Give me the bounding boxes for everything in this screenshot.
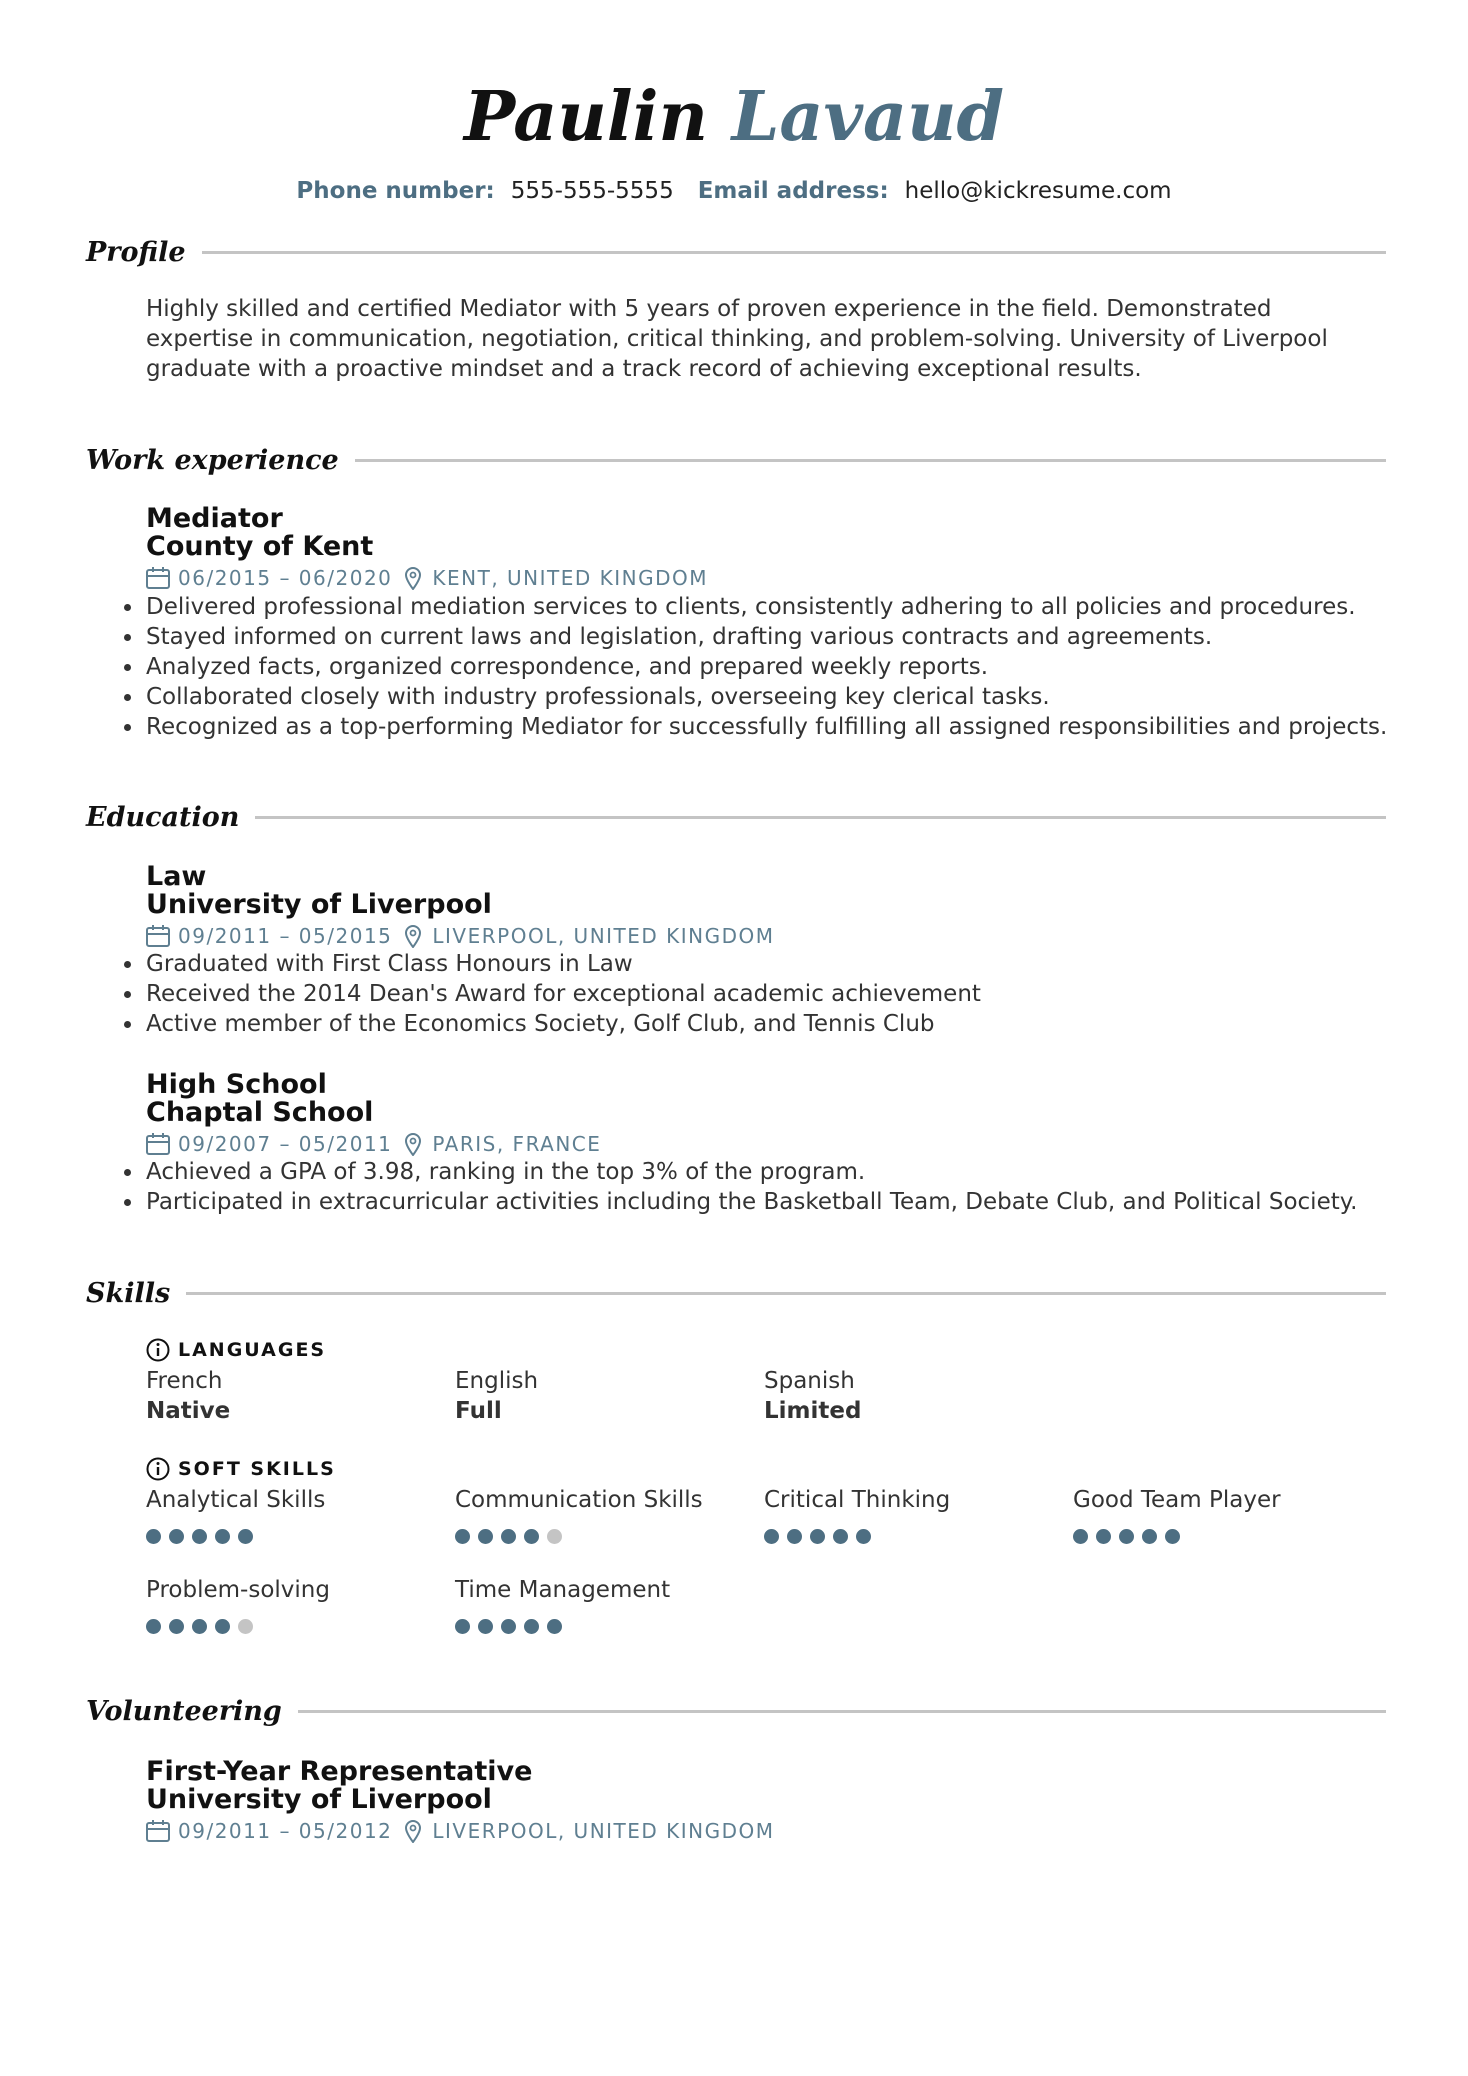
rating-dot-filled (501, 1619, 516, 1634)
rating-dot-filled (169, 1619, 184, 1634)
rating-dot-empty (547, 1529, 562, 1544)
language-item (146, 1366, 446, 1426)
languages-label: LANGUAGES (178, 1339, 327, 1361)
skill-item (455, 1575, 755, 1634)
rating-dot-filled (1142, 1529, 1157, 1544)
education-meta (146, 1131, 601, 1157)
skill-item (764, 1485, 1064, 1544)
list-item: Collaborated closely with industry professionals, overseeing key clerical tasks. (146, 682, 1366, 712)
location-pin-icon (404, 566, 422, 590)
rating-dot-filled (169, 1529, 184, 1544)
list-item: Graduated with First Class Honours in Law (146, 949, 1366, 979)
skill-rating (455, 1529, 755, 1544)
volunteering-section-header (86, 1691, 1386, 1731)
skill-item (146, 1575, 446, 1634)
rating-dot-filled (478, 1619, 493, 1634)
rating-dot-filled (856, 1529, 871, 1544)
section-divider (298, 1710, 1386, 1713)
language-name: Spanish (764, 1368, 855, 1394)
contact-line (0, 174, 1468, 208)
school-name: Chaptal School (146, 1097, 374, 1128)
job-organization: County of Kent (146, 531, 374, 562)
profile-summary: Highly skilled and certified Mediator with 5 years of proven experience in the field. Demonstrated expertise in communication, negotiation, critical thinking, and problem-solving. University of Liverpool graduate with a proactive mindset and a track record of achieving exceptional results. (146, 296, 1328, 382)
language-item (764, 1366, 1064, 1426)
job-meta (146, 565, 708, 591)
email-value: hello@kickresume.com (904, 178, 1172, 204)
language-level: Limited (764, 1398, 862, 1424)
rating-dot-filled (478, 1529, 493, 1544)
skills-section-header (86, 1273, 1386, 1313)
language-level: Native (146, 1398, 231, 1424)
rating-dot-empty (238, 1619, 253, 1634)
skill-rating (1073, 1529, 1373, 1544)
language-level: Full (455, 1398, 502, 1424)
rating-dot-filled (215, 1619, 230, 1634)
education-location: LIVERPOOL, UNITED KINGDOM (432, 924, 775, 948)
email-label: Email address: (697, 178, 889, 204)
volunteer-meta (146, 1818, 775, 1844)
calendar-icon (146, 567, 170, 589)
rating-dot-filled (547, 1619, 562, 1634)
section-divider (202, 251, 1386, 254)
rating-dot-filled (146, 1619, 161, 1634)
rating-dot-filled (810, 1529, 825, 1544)
volunteer-organization: University of Liverpool (146, 1784, 492, 1815)
calendar-icon (146, 1133, 170, 1155)
volunteer-location: LIVERPOOL, UNITED KINGDOM (432, 1819, 775, 1843)
rating-dot-filled (833, 1529, 848, 1544)
skill-item (146, 1485, 446, 1544)
rating-dot-filled (192, 1529, 207, 1544)
degree-title: High School (146, 1069, 327, 1100)
rating-dot-filled (455, 1619, 470, 1634)
first-name: Paulin (463, 77, 708, 157)
skill-item (455, 1485, 755, 1544)
skill-name: Time Management (455, 1577, 671, 1603)
skill-name: Communication Skills (455, 1487, 703, 1513)
rating-dot-filled (192, 1619, 207, 1634)
location-pin-icon (404, 924, 422, 948)
list-item: Participated in extracurricular activities including the Basketball Team, Debate Club, and Political Society. (146, 1187, 1366, 1217)
rating-dot-filled (501, 1529, 516, 1544)
rating-dot-filled (146, 1529, 161, 1544)
education-meta (146, 923, 775, 949)
rating-dot-filled (1096, 1529, 1111, 1544)
soft-skills-label: SOFT SKILLS (178, 1458, 336, 1480)
skill-rating (146, 1619, 446, 1634)
soft-skills-heading (146, 1455, 336, 1483)
location-pin-icon (404, 1132, 422, 1156)
info-icon (146, 1457, 170, 1481)
list-item: Stayed informed on current laws and legislation, drafting various contracts and agreements. (146, 622, 1366, 652)
volunteer-role: First-Year Representative (146, 1756, 533, 1787)
list-item: Analyzed facts, organized correspondence, and prepared weekly reports. (146, 652, 1366, 682)
section-title-work: Work experience (86, 444, 339, 476)
skill-name: Critical Thinking (764, 1487, 951, 1513)
rating-dot-filled (1119, 1529, 1134, 1544)
skill-item (1073, 1485, 1373, 1544)
work-section-header (86, 440, 1386, 480)
skill-rating (764, 1529, 1064, 1544)
list-item: Delivered professional mediation services to clients, consistently adhering to all policies and procedures. (146, 592, 1366, 622)
job-title: Mediator (146, 503, 283, 534)
skill-rating (455, 1619, 755, 1634)
rating-dot-filled (1073, 1529, 1088, 1544)
volunteer-dates: 09/2011 – 05/2012 (178, 1819, 393, 1843)
rating-dot-filled (238, 1529, 253, 1544)
job-location: KENT, UNITED KINGDOM (432, 566, 709, 590)
phone-label: Phone number: (296, 178, 495, 204)
section-title-education: Education (86, 801, 240, 833)
rating-dot-filled (455, 1529, 470, 1544)
languages-heading (146, 1336, 326, 1364)
section-divider (186, 1292, 1386, 1295)
education-section-header (86, 797, 1386, 837)
rating-dot-filled (215, 1529, 230, 1544)
calendar-icon (146, 1820, 170, 1842)
rating-dot-filled (524, 1619, 539, 1634)
location-pin-icon (404, 1819, 422, 1843)
list-item: Received the 2014 Dean's Award for exceptional academic achievement (146, 979, 1366, 1009)
profile-section-header (86, 232, 1386, 272)
degree-title: Law (146, 861, 207, 892)
rating-dot-filled (1165, 1529, 1180, 1544)
skill-name: Problem-solving (146, 1577, 330, 1603)
rating-dot-filled (524, 1529, 539, 1544)
rating-dot-filled (764, 1529, 779, 1544)
skill-name: Analytical Skills (146, 1487, 326, 1513)
education-bullets (146, 949, 1366, 1039)
rating-dot-filled (787, 1529, 802, 1544)
education-location: PARIS, FRANCE (432, 1132, 602, 1156)
last-name: Lavaud (731, 77, 1005, 157)
section-divider (355, 459, 1386, 462)
list-item: Achieved a GPA of 3.98, ranking in the top 3% of the program. (146, 1157, 1366, 1187)
skill-name: Good Team Player (1073, 1487, 1281, 1513)
education-dates: 09/2011 – 05/2015 (178, 924, 393, 948)
section-title-skills: Skills (86, 1277, 171, 1309)
school-name: University of Liverpool (146, 889, 492, 920)
language-name: French (146, 1368, 223, 1394)
section-title-profile: Profile (86, 236, 186, 268)
list-item: Recognized as a top-performing Mediator for successfully fulfilling all assigned responsibilities and projects. (146, 712, 1366, 742)
list-item: Active member of the Economics Society, Golf Club, and Tennis Club (146, 1009, 1366, 1039)
education-dates: 09/2007 – 05/2011 (178, 1132, 393, 1156)
info-icon (146, 1338, 170, 1362)
section-title-volunteering: Volunteering (86, 1695, 282, 1727)
candidate-name (0, 72, 1468, 162)
language-item (455, 1366, 755, 1426)
phone-value: 555-555-5555 (510, 178, 674, 204)
language-name: English (455, 1368, 539, 1394)
job-bullets (146, 592, 1388, 742)
calendar-icon (146, 925, 170, 947)
job-dates: 06/2015 – 06/2020 (178, 566, 393, 590)
skill-rating (146, 1529, 446, 1544)
education-bullets (146, 1157, 1366, 1217)
section-divider (255, 816, 1386, 819)
